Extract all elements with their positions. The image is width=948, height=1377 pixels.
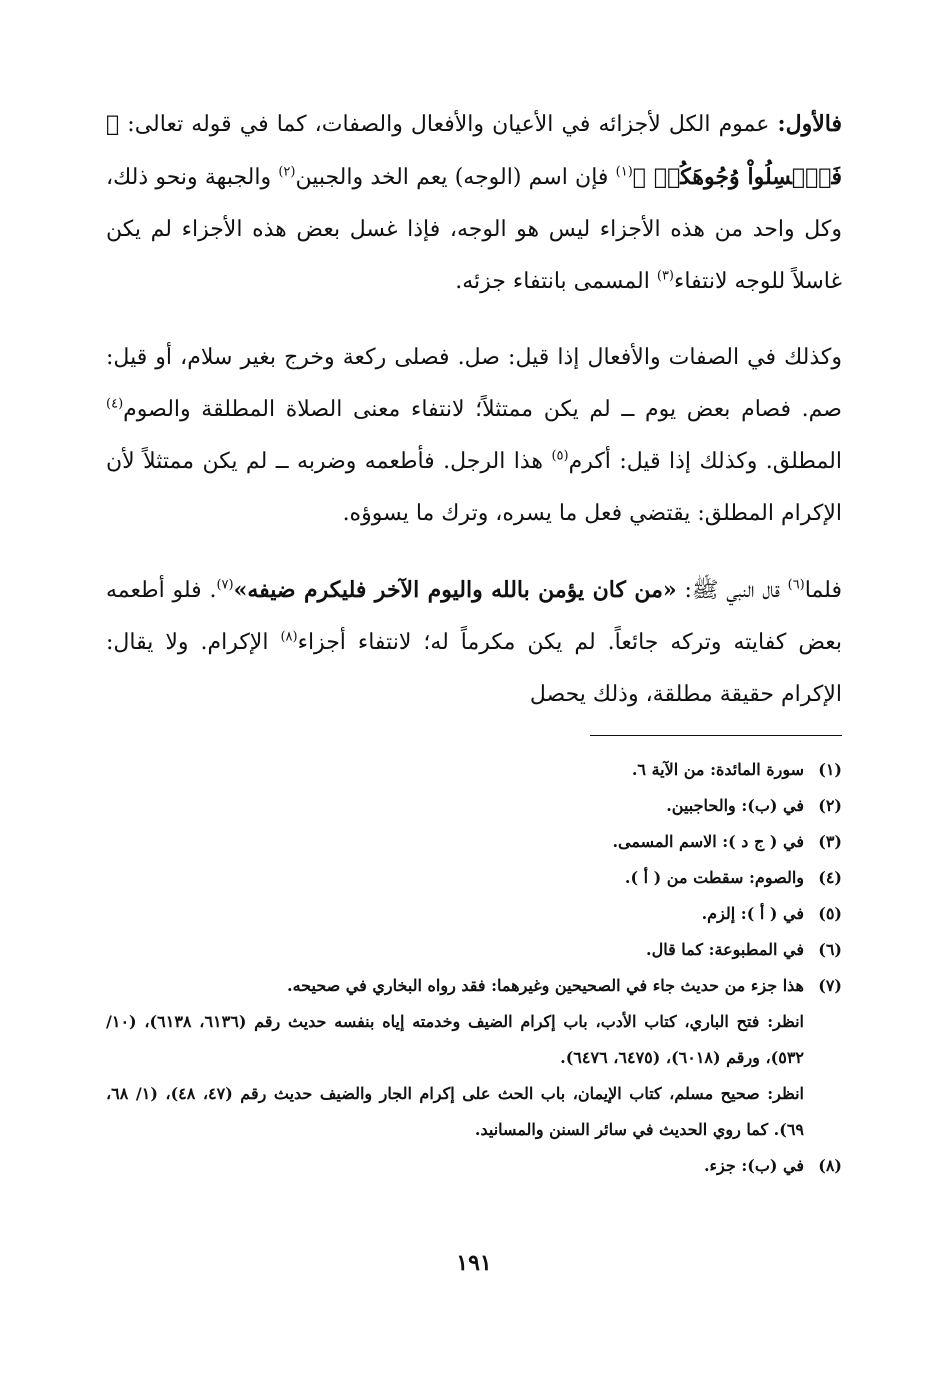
paragraph-1 bbox=[106, 98, 842, 308]
footnote-ref[interactable]: (١) bbox=[615, 164, 633, 180]
paragraph-text: . فلو أطعمه بعض كفايته وتركه جائعاً. لم يكن مكرماً له؛ لانتفاء أجزاء bbox=[106, 578, 843, 655]
footnote bbox=[106, 788, 842, 824]
footnote-text: انظر: صحيح مسلم، كتاب الإيمان، باب الحث على إكرام الجار والضيف حديث رقم (٤٧، ٤٨)، (١/ ٦٨، ٦٩). كما روي الحديث في سائر السنن والمسانيد. bbox=[106, 1084, 805, 1139]
footnote bbox=[106, 932, 842, 968]
paragraph-text: وكذلك في الصفات والأفعال إذا قيل: صل. فصلى ركعة وخرج بغير سلام، أو قيل: صم. فصام بعض يوم ــ لم يكن ممتثلاً؛ لانتفاء معنى الصلاة المطلقة والصوم bbox=[106, 345, 842, 422]
footnote bbox=[106, 968, 842, 1148]
footnote-number: (٦) bbox=[818, 940, 842, 959]
footnote-ref[interactable]: (٣) bbox=[656, 268, 674, 284]
footnote-number: (٣) bbox=[818, 832, 842, 851]
footnote bbox=[106, 752, 842, 788]
page-number: ١٩١ bbox=[456, 1250, 492, 1276]
footnote-number: (٤) bbox=[818, 868, 842, 887]
paragraph-text: المسمى بانتفاء جزئه. bbox=[455, 269, 657, 294]
paragraph-text: المطلق. وكذلك إذا قيل: أكرم bbox=[568, 449, 842, 474]
footnote bbox=[106, 1148, 842, 1184]
main-text bbox=[106, 98, 842, 745]
paragraph-3 bbox=[106, 564, 842, 721]
paragraph-text: فإن اسم (الوجه) يعم الخد والجبين bbox=[295, 165, 616, 190]
footnote-ref[interactable]: (٧) bbox=[216, 577, 234, 593]
quran-verse: ﴿ فَٱغۡسِلُواْ وُجُوهَكُمۡ ﴾ bbox=[106, 111, 842, 190]
paragraph-text: الإكرام. ولا يقال: الإكرام حقيقة مطلقة، وذلك يحصل bbox=[106, 630, 842, 707]
footnote-number: (٢) bbox=[818, 796, 842, 815]
footnote-text: في ( أ ): إلزم. bbox=[701, 904, 804, 923]
paragraph-2 bbox=[106, 332, 842, 540]
paragraph-text: عموم الكل لأجزائه في الأعيان والأفعال والصفات، كما في قوله تعالى: bbox=[119, 112, 778, 137]
footnote-ref[interactable]: (٨) bbox=[280, 629, 298, 645]
footnote-text: سورة المائدة: من الآية ٦. bbox=[631, 760, 804, 779]
footnote-divider bbox=[590, 735, 842, 736]
footnote-number: (٧) bbox=[818, 976, 842, 995]
footnote-text: في (ب): والحاجبين. bbox=[666, 796, 804, 815]
paragraph-text: فلما bbox=[804, 578, 842, 603]
paragraph-text: والجبهة ونحو ذلك، وكل واحد من هذه الأجزاء ليس هو الوجه، فإذا غسل بعض هذه الأجزاء لم يكن غاسلاً للوجه لانتفاء bbox=[106, 165, 842, 294]
footnote-text: والصوم: سقطت من ( أ ). bbox=[624, 868, 804, 887]
footnotes bbox=[106, 752, 842, 1184]
paragraph-text: قال النبي ﷺ: bbox=[676, 578, 788, 603]
footnote bbox=[106, 896, 842, 932]
footnote-ref[interactable]: (٥) bbox=[551, 448, 569, 464]
footnote-number: (١) bbox=[818, 760, 842, 779]
footnote-number: (٥) bbox=[818, 904, 842, 923]
footnote-text: في (ب): جزء. bbox=[703, 1156, 804, 1175]
footnote-text: في ( ج د ): الاسم المسمى. bbox=[612, 832, 804, 851]
footnote-ref[interactable]: (٦) bbox=[787, 577, 805, 593]
footnote-text: في المطبوعة: كما قال. bbox=[646, 940, 804, 959]
footnote-text: هذا جزء من حديث جاء في الصحيحين وغيرهما: فقد رواه البخاري في صحيحه. bbox=[287, 976, 804, 995]
hadith-quote: «من كان يؤمن بالله واليوم الآخر فليكرم ضيفه» bbox=[233, 577, 677, 603]
paragraph-text: هذا الرجل. فأطعمه وضربه ــ لم يكن ممتثلاً لأن الإكرام المطلق: يقتضي فعل ما يسره، وترك ما يسوؤه. bbox=[106, 449, 842, 526]
footnote bbox=[106, 860, 842, 896]
footnote-ref[interactable]: (٢) bbox=[278, 164, 296, 180]
paragraph-lead: فالأول: bbox=[777, 111, 842, 137]
footnote bbox=[106, 824, 842, 860]
footnote-ref[interactable]: (٤) bbox=[106, 396, 124, 412]
footnote-text: انظر: فتح الباري، كتاب الأدب، باب إكرام الضيف وخدمته إياه بنفسه حديث رقم (٦١٣٦، ٦١٣٨)، (١٠/ ٥٣٢)، ورقم (٦٠١٨)، (٦٤٧٥، ٦٤٧٦). bbox=[106, 1012, 805, 1067]
footnote-number: (٨) bbox=[818, 1156, 842, 1175]
